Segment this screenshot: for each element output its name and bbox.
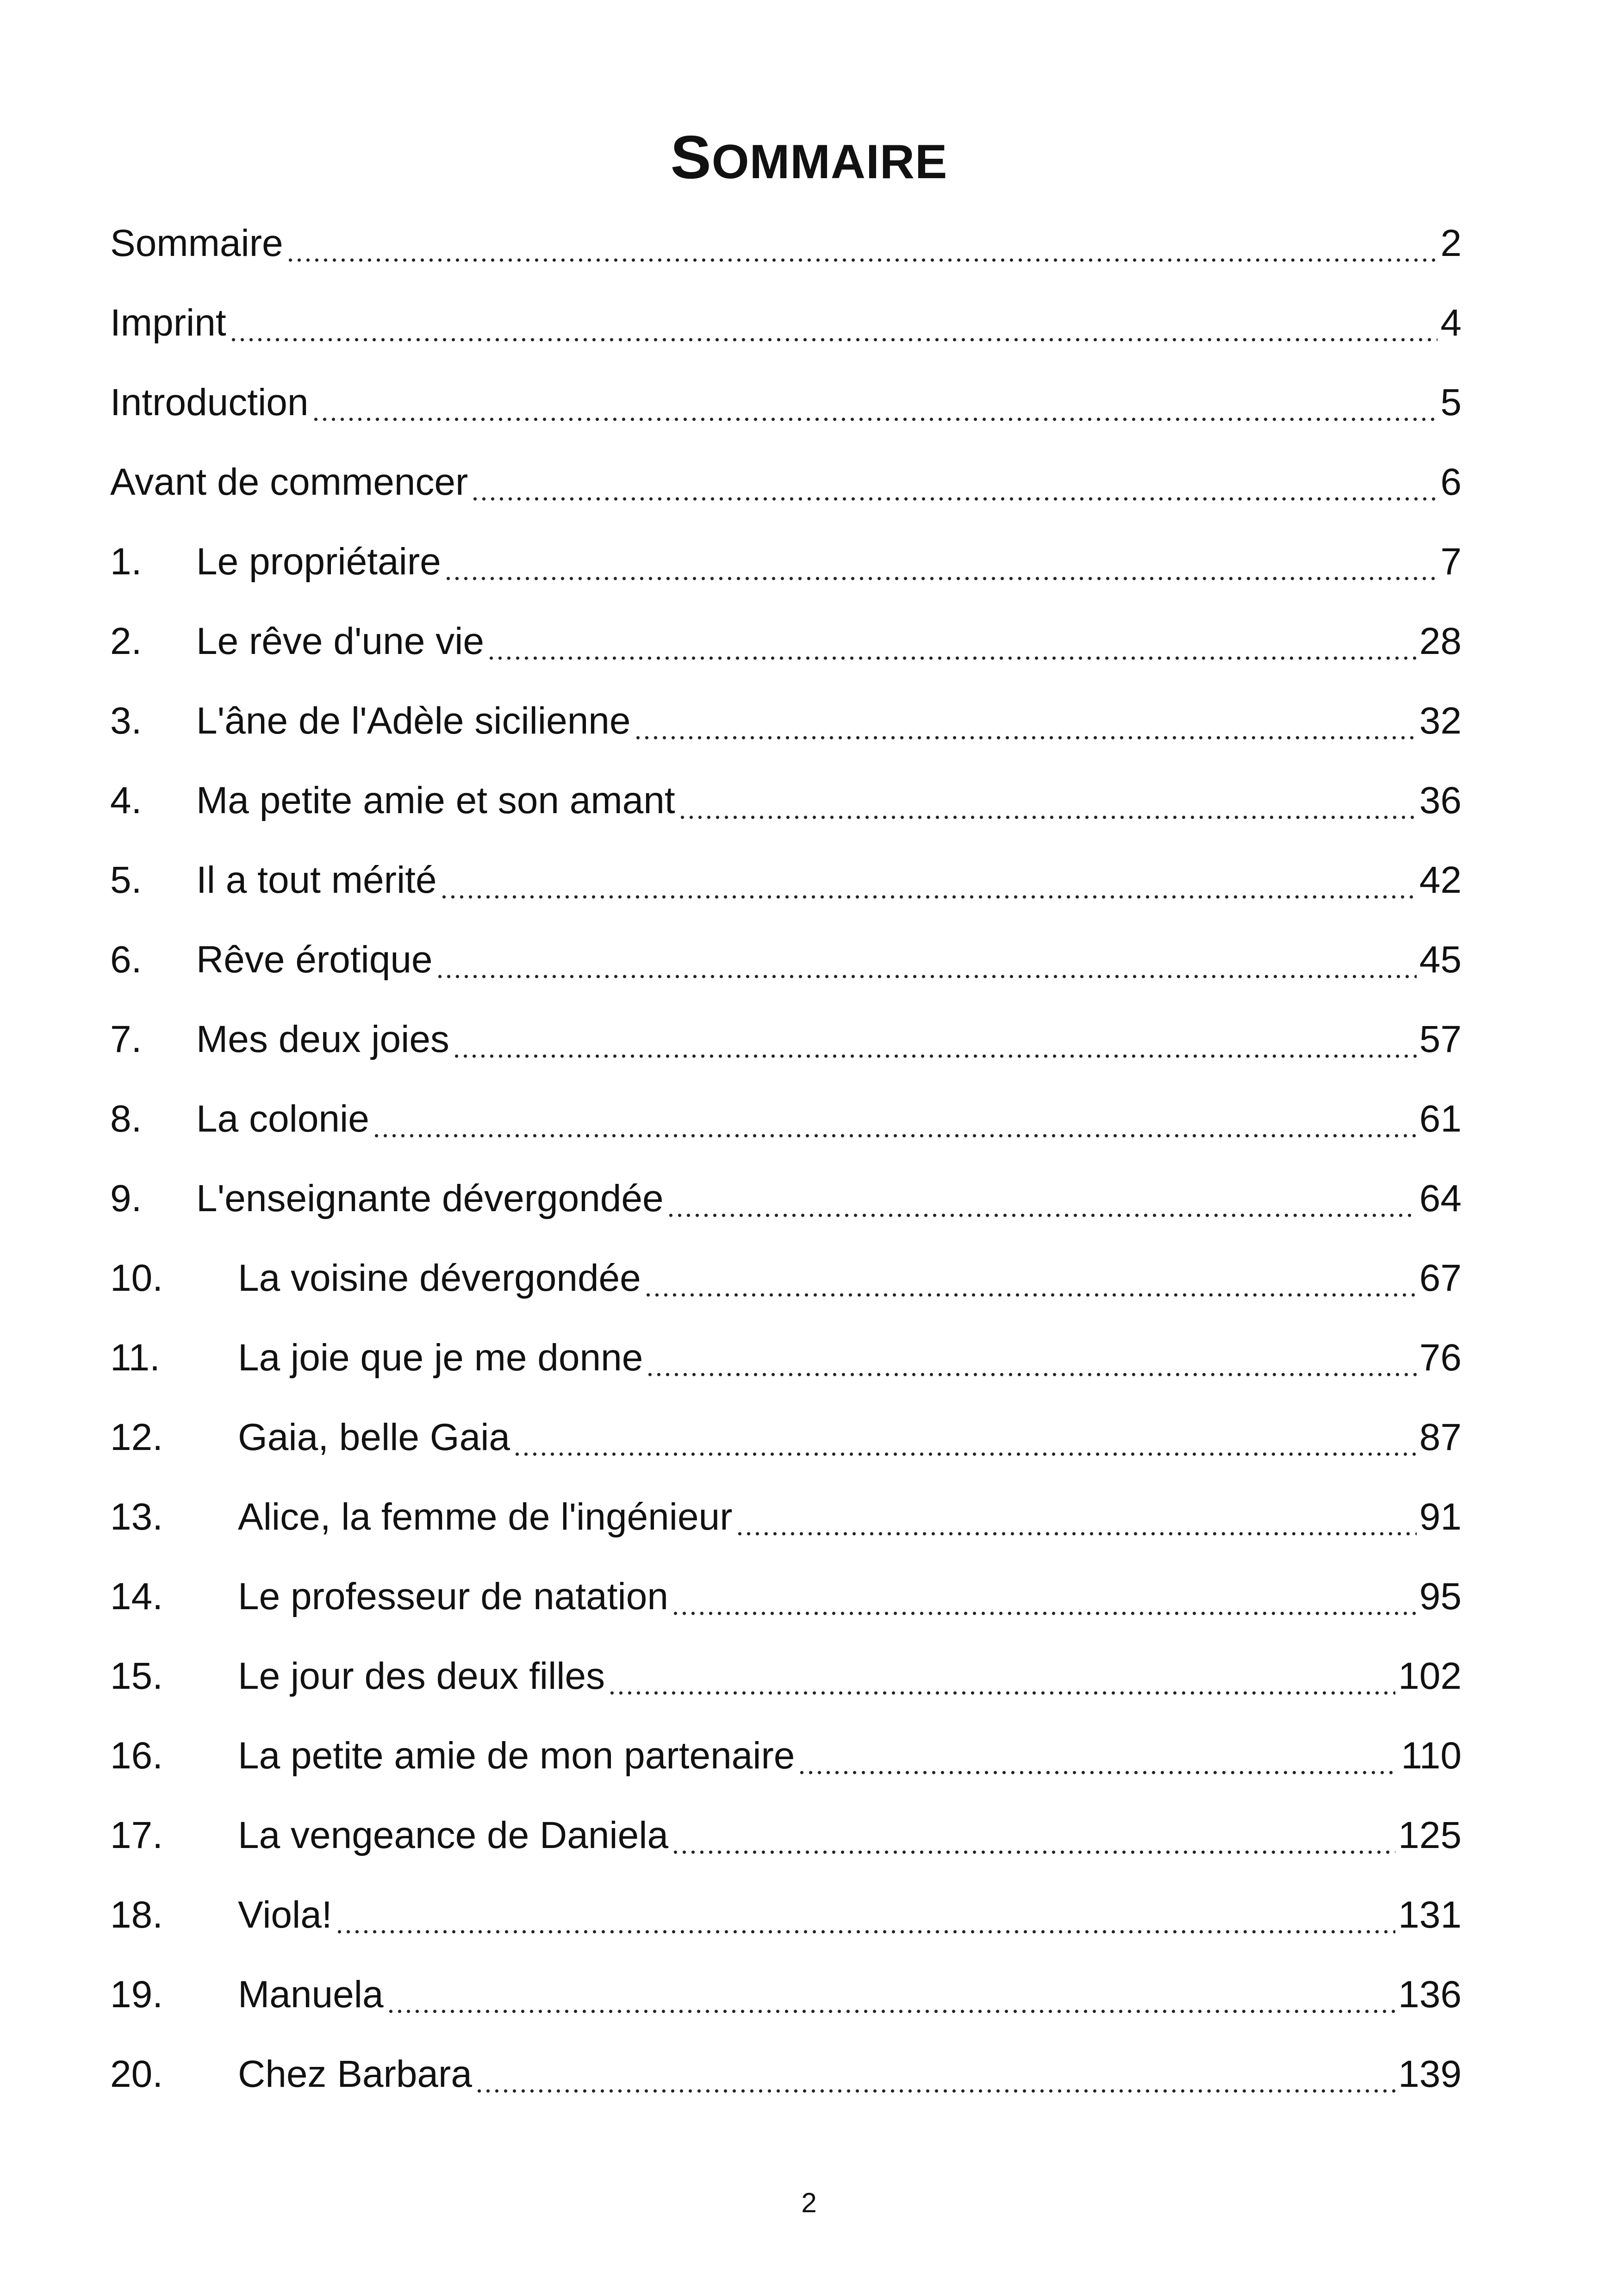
dot-leader <box>386 1955 1396 2035</box>
toc-entry-title: Viola! <box>238 1894 332 1936</box>
toc-entry-page: 4 <box>1440 302 1462 344</box>
toc-entry-number: 7. <box>110 1018 142 1060</box>
toc-entry-page: 102 <box>1398 1655 1462 1697</box>
toc-entry[interactable] <box>110 363 1462 442</box>
toc-entry[interactable] <box>110 204 1462 283</box>
dot-leader <box>475 2035 1395 2114</box>
toc-entry-number: 1. <box>110 541 142 583</box>
toc-entry-title: Avant de commencer <box>110 461 468 503</box>
toc-entry-page: 95 <box>1419 1575 1462 1618</box>
dot-leader <box>471 442 1438 522</box>
toc-entry-title: Alice, la femme de l'ingénieur <box>238 1496 733 1538</box>
title-rest: OMMAIRE <box>711 135 948 189</box>
toc-entry-page: 67 <box>1419 1257 1462 1299</box>
toc-entry-title: Rêve érotique <box>196 939 433 981</box>
toc-entry[interactable] <box>110 442 1462 522</box>
toc-entry[interactable] <box>110 920 1462 1000</box>
toc-entry-number: 14. <box>110 1575 163 1618</box>
toc-entry-title: La petite amie de mon partenaire <box>238 1735 795 1777</box>
dot-leader <box>487 602 1417 681</box>
dot-leader <box>444 522 1438 602</box>
toc-entry[interactable] <box>110 1000 1462 1079</box>
toc-entry-title: L'enseignante dévergondée <box>196 1177 664 1220</box>
toc-entry-page: 64 <box>1419 1177 1462 1220</box>
dot-leader <box>644 1238 1417 1318</box>
toc-entry-title: Il a tout mérité <box>196 859 437 901</box>
toc-entry[interactable] <box>110 1159 1462 1238</box>
toc-entry-number: 15. <box>110 1655 163 1697</box>
toc-entry-page: 61 <box>1419 1098 1462 1140</box>
toc-entry-page: 45 <box>1419 939 1462 981</box>
dot-leader <box>286 204 1438 283</box>
toc-entry-page: 131 <box>1398 1894 1462 1936</box>
toc-entry[interactable] <box>110 602 1462 681</box>
toc-entry-title: Le propriétaire <box>196 541 441 583</box>
toc-entry-page: 110 <box>1401 1735 1462 1777</box>
toc-entry[interactable] <box>110 283 1462 363</box>
toc-entry-title: La vengeance de Daniela <box>238 1814 669 1856</box>
toc-entry-page: 5 <box>1440 381 1462 423</box>
toc-entry-page: 76 <box>1419 1337 1462 1379</box>
toc-entry-number: 10. <box>110 1257 163 1299</box>
dot-leader <box>735 1477 1417 1557</box>
toc-entry-title: Introduction <box>110 381 309 423</box>
toc-entry-title: Mes deux joies <box>196 1018 449 1060</box>
toc-entry-page: 87 <box>1419 1416 1462 1458</box>
toc-entry-number: 11. <box>110 1337 160 1379</box>
toc-entry-number: 3. <box>110 700 142 742</box>
toc-entry[interactable] <box>110 2035 1462 2114</box>
page-title <box>0 116 1618 199</box>
dot-leader <box>513 1398 1417 1477</box>
toc-entry-title: Le rêve d'une vie <box>196 620 484 662</box>
toc-entry-title: Ma petite amie et son amant <box>196 779 675 821</box>
toc-entry-page: 91 <box>1419 1496 1462 1538</box>
toc-entry-page: 6 <box>1440 461 1462 503</box>
toc-entry[interactable] <box>110 1557 1462 1636</box>
dot-leader <box>608 1636 1395 1716</box>
toc-entry-page: 28 <box>1419 620 1462 662</box>
toc-entry-number: 19. <box>110 1973 163 2016</box>
toc-entry[interactable] <box>110 1318 1462 1398</box>
dot-leader <box>646 1318 1416 1398</box>
toc-entry-number: 9. <box>110 1177 142 1220</box>
toc-entry-number: 16. <box>110 1735 163 1777</box>
toc-entry-title: La voisine dévergondée <box>238 1257 641 1299</box>
dot-leader <box>311 363 1438 442</box>
toc-entry-number: 2. <box>110 620 142 662</box>
table-of-contents <box>110 204 1462 2114</box>
toc-entry-title: Le professeur de natation <box>238 1575 668 1618</box>
toc-entry-page: 57 <box>1419 1018 1462 1060</box>
toc-entry[interactable] <box>110 1875 1462 1955</box>
toc-entry[interactable] <box>110 1477 1462 1557</box>
toc-entry-number: 5. <box>110 859 142 901</box>
toc-entry-number: 6. <box>110 939 142 981</box>
toc-entry[interactable] <box>110 681 1462 761</box>
dot-leader <box>634 681 1417 761</box>
dot-leader <box>436 920 1417 1000</box>
toc-entry-title: Gaia, belle Gaia <box>238 1416 510 1458</box>
toc-entry-number: 12. <box>110 1416 163 1458</box>
title-initial: S <box>670 123 712 191</box>
toc-entry-title: Le jour des deux filles <box>238 1655 605 1697</box>
toc-entry[interactable] <box>110 761 1462 840</box>
toc-entry-page: 136 <box>1398 1973 1462 2016</box>
page-number: 2 <box>801 2187 817 2218</box>
dot-leader <box>229 283 1438 363</box>
dot-leader <box>678 761 1417 840</box>
toc-entry-page: 2 <box>1440 222 1462 264</box>
toc-entry-title: La joie que je me donne <box>238 1337 643 1379</box>
toc-entry-page: 125 <box>1398 1814 1462 1856</box>
toc-entry-page: 42 <box>1419 859 1462 901</box>
toc-entry[interactable] <box>110 1716 1462 1796</box>
dot-leader <box>671 1796 1395 1875</box>
toc-entry-number: 4. <box>110 779 142 821</box>
toc-entry-page: 36 <box>1419 779 1462 821</box>
toc-entry-title: Sommaire <box>110 222 283 264</box>
toc-entry-page: 7 <box>1440 541 1462 583</box>
dot-leader <box>666 1159 1417 1238</box>
toc-entry-number: 18. <box>110 1894 163 1936</box>
toc-entry-number: 20. <box>110 2053 163 2095</box>
toc-entry[interactable] <box>110 1636 1462 1716</box>
toc-entry-number: 17. <box>110 1814 163 1856</box>
dot-leader <box>797 1716 1398 1796</box>
toc-entry[interactable] <box>110 522 1462 602</box>
toc-entry-number: 13. <box>110 1496 163 1538</box>
dot-leader <box>440 840 1417 920</box>
toc-entry-number: 8. <box>110 1098 142 1140</box>
toc-entry[interactable] <box>110 1079 1462 1159</box>
dot-leader <box>671 1557 1417 1636</box>
toc-entry-title: Manuela <box>238 1973 384 2016</box>
toc-entry[interactable] <box>110 840 1462 920</box>
dot-leader <box>372 1079 1417 1159</box>
toc-entry-title: L'âne de l'Adèle sicilienne <box>196 700 631 742</box>
toc-entry-title: Chez Barbara <box>238 2053 472 2095</box>
toc-entry[interactable] <box>110 1238 1462 1318</box>
dot-leader <box>452 1000 1417 1079</box>
toc-entry[interactable] <box>110 1796 1462 1875</box>
toc-entry-page: 32 <box>1419 700 1462 742</box>
toc-entry-title: La colonie <box>196 1098 369 1140</box>
toc-entry-page: 139 <box>1398 2053 1462 2095</box>
toc-entry-title: Imprint <box>110 302 226 344</box>
toc-entry[interactable] <box>110 1398 1462 1477</box>
dot-leader <box>335 1875 1396 1955</box>
toc-entry[interactable] <box>110 1955 1462 2035</box>
